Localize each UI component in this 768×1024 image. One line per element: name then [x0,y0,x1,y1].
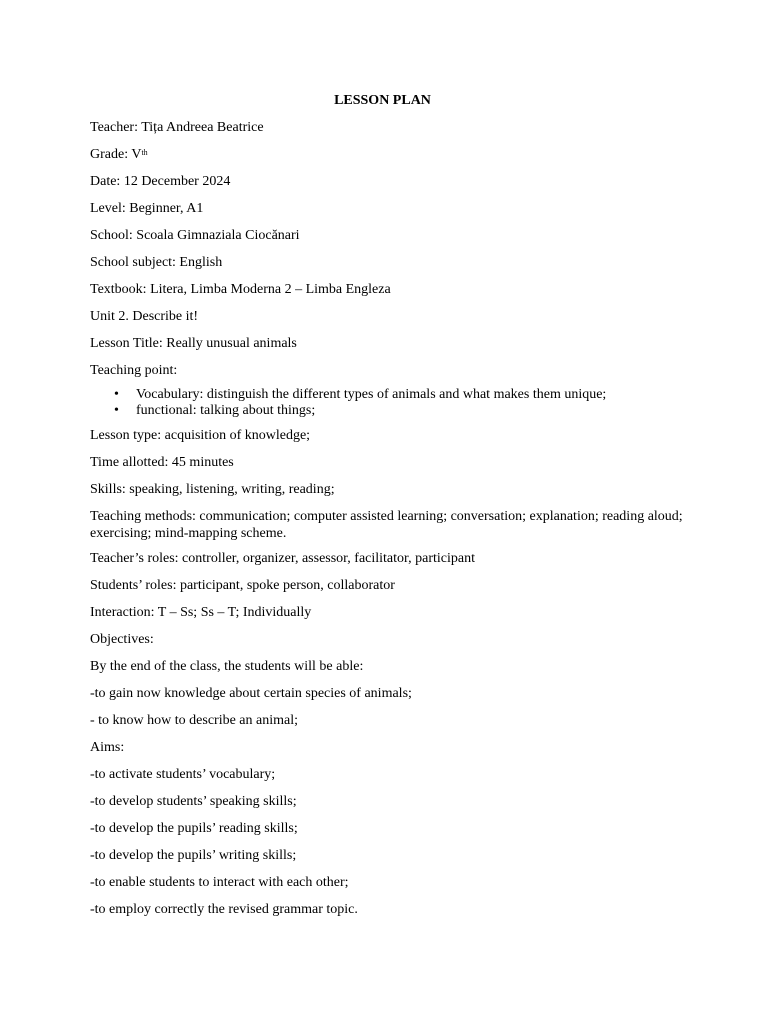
bullet-icon: • [114,403,119,418]
aims-heading: Aims: [90,740,125,755]
lesson-type-line: Lesson type: acquisition of knowledge; [90,428,311,443]
teaching-methods-paragraph: Teaching methods: communication; computer assisted learning; conversation; explanation; reading aloud; exercising; mind-mapping scheme. [90,509,683,541]
grade-line [90,146,690,164]
teacher-roles-line: Teacher’s roles: controller, organizer, assessor, facilitator, participant [90,551,475,566]
grade-text: Grade: V [90,147,142,162]
skills-line: Skills: speaking, listening, writing, reading; [90,482,335,497]
aim-item: -to enable students to interact with each other; [90,875,349,890]
teaching-point-text: Vocabulary: distinguish the different types of animals and what makes them unique; [136,387,607,402]
objective-item: -to gain now knowledge about certain species of animals; [90,686,412,701]
teaching-point-item [114,387,690,403]
students-roles-line: Students’ roles: participant, spoke person, collaborator [90,578,395,593]
objectives-heading: Objectives: [90,632,154,647]
aim-item: -to develop students’ speaking skills; [90,794,297,809]
subject-line: School subject: English [90,255,223,270]
interaction-line: Interaction: T – Ss; Ss – T; Individually [90,605,312,620]
lesson-title-line: Lesson Title: Really unusual animals [90,336,297,351]
document-title: LESSON PLAN [334,93,431,108]
teaching-point-heading: Teaching point: [90,363,178,378]
aim-item: -to develop the pupils’ reading skills; [90,821,298,836]
aim-item: -to employ correctly the revised grammar topic. [90,902,358,917]
textbook-line: Textbook: Litera, Limba Moderna 2 – Limba Engleza [90,282,391,297]
aim-item: -to develop the pupils’ writing skills; [90,848,297,863]
date-line: Date: 12 December 2024 [90,174,231,189]
school-line: School: Scoala Gimnaziala Ciocănari [90,228,300,243]
bullet-icon: • [114,387,119,402]
objectives-intro: By the end of the class, the students will be able: [90,659,364,674]
aim-item: -to activate students’ vocabulary; [90,767,276,782]
teacher-line: Teacher: Tița Andreea Beatrice [90,120,264,135]
teaching-point-item [114,403,690,419]
grade-superscript: th [141,148,148,157]
objective-item: - to know how to describe an animal; [90,713,299,728]
level-line: Level: Beginner, A1 [90,201,204,216]
teaching-point-list [90,387,690,419]
unit-line: Unit 2. Describe it! [90,309,199,324]
lesson-plan-page [90,92,690,928]
time-allotted-line: Time allotted: 45 minutes [90,455,234,470]
teaching-point-text: functional: talking about things; [136,403,316,418]
